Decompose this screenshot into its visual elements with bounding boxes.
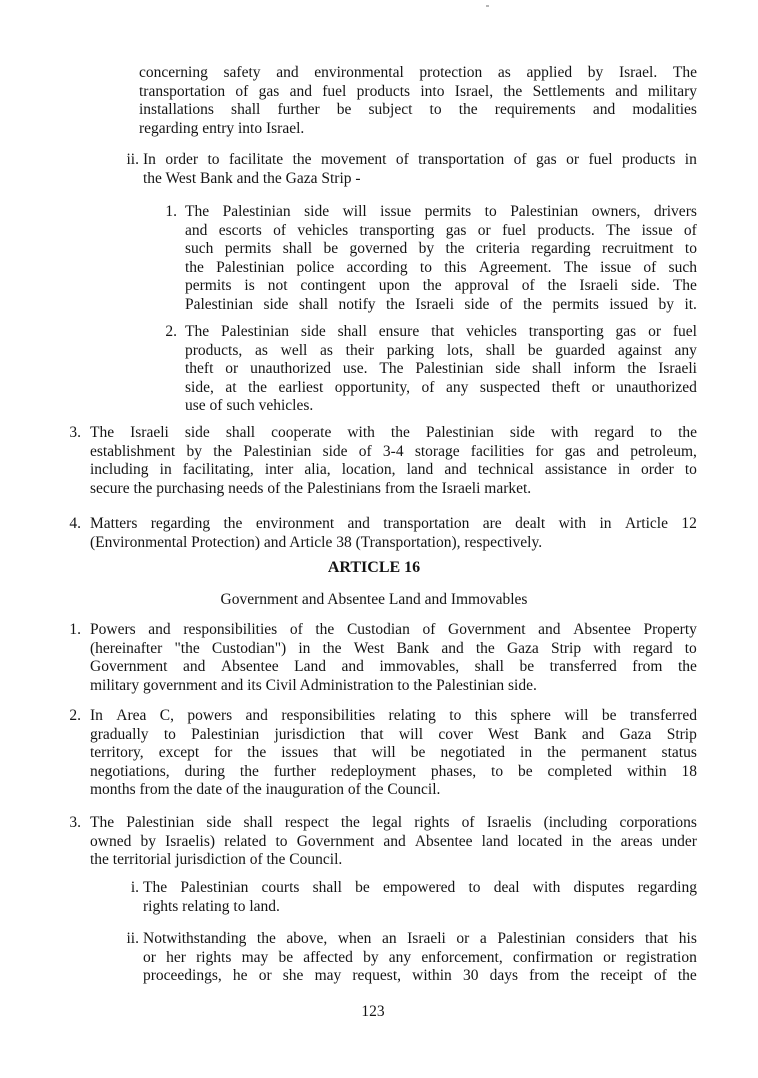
text-line: The Palestinian side shall ensure that vehicles transporting gas or fuel (185, 323, 697, 340)
text-line: The Palestinian side shall respect the legal rights of Israelis (including corporations (90, 814, 697, 831)
list-item-roman-ii-notwithstanding (126, 930, 697, 986)
text-line: transportation of gas and fuel products into Israel, the Settlements and military (139, 82, 697, 100)
text-line: installations shall further be subject to the requirements and modalities (139, 101, 697, 118)
text-line: secure the purchasing needs of the Palestinians from the Israeli market. (90, 479, 532, 497)
text-line: such permits shall be governed by the criteria regarding recruitment to (185, 240, 697, 257)
list-marker: ii. (126, 151, 139, 168)
text-line: use of such vehicles. (185, 397, 314, 414)
text-line: The Palestinian side will issue permits to Palestinian owners, drivers (185, 203, 697, 220)
text-line: the West Bank and the Gaza Strip - (143, 169, 361, 187)
text-line: and escorts of vehicles transporting gas or fuel products. The issue of (185, 221, 697, 239)
list-item-3-storage-facilities (69, 424, 697, 498)
article-subheading: Government and Absentee Land and Immovables (220, 591, 528, 608)
text-line: Matters regarding the environment and transportation are dealt with in Article 12 (90, 515, 697, 532)
list-item-2-guarded-vehicles (165, 323, 697, 416)
text-line: side, at the earliest opportunity, of any suspected theft or unauthorized (185, 378, 697, 396)
text-line: The Palestinian courts shall be empowered to deal with disputes regarding (143, 879, 697, 896)
text-line: Powers and responsibilities of the Custodian of Government and Absentee Property (90, 621, 697, 638)
text-line: owned by Israelis) related to Government and Absentee land located in the areas under (90, 832, 697, 850)
list-item-roman-i-courts (130, 879, 697, 916)
text-line: (Environmental Protection) and Article 38 (Transportation), respectively. (90, 533, 543, 551)
text-line: Notwithstanding the above, when an Israeli or a Palestinian considers that his (143, 930, 697, 947)
text-line: establishment by the Palestinian side of 3-4 storage facilities for gas and petroleum, (90, 442, 697, 460)
list-item-2-area-c-transfer (69, 707, 697, 800)
text-line: military government and its Civil Administration to the Palestinian side. (90, 676, 537, 694)
list-item-1-permits (165, 203, 697, 314)
list-marker: 4. (69, 515, 81, 532)
scan-speck-artifact (486, 5, 489, 7)
list-marker: 1. (165, 203, 177, 220)
list-marker: 2. (69, 707, 81, 724)
text-line: the Palestinian police according to this Agreement. The issue of such (185, 258, 697, 276)
text-line: months from the date of the inauguration of the Council. (90, 781, 441, 798)
text-line: the territorial jurisdiction of the Council. (90, 851, 343, 868)
text-line: theft or unauthorized use. The Palestinian side shall inform the Israeli (185, 360, 697, 377)
text-line: products, as well as their parking lots, shall be guarded against any (185, 341, 697, 359)
paragraph-continuation-fuel-transport (139, 64, 697, 138)
text-line: proceedings, he or she may request, within 30 days from the receipt of the (143, 967, 697, 984)
text-line: territory, except for the issues that will be negotiated in the permanent status (90, 744, 697, 761)
text-line: regarding entry into Israel. (139, 119, 305, 137)
text-line: negotiations, during the further redeployment phases, to be completed within 18 (90, 762, 697, 780)
text-line: permits is not contingent upon the approval of the Israeli side. The (185, 277, 697, 294)
list-marker: 1. (69, 621, 81, 638)
list-marker: ii. (126, 930, 139, 947)
page-number: 123 (361, 1003, 385, 1020)
text-line: Government and Absentee Land and immovables, shall be transferred from the (90, 658, 697, 675)
text-line: In Area C, powers and responsibilities relating to this sphere will be transferred (90, 707, 697, 724)
text-line: rights relating to land. (143, 897, 280, 915)
list-item-roman-ii-movement (126, 151, 697, 188)
list-marker: 3. (69, 424, 81, 441)
text-line: gradually to Palestinian jurisdiction that will cover West Bank and Gaza Strip (90, 725, 697, 743)
text-line: (hereinafter "the Custodian") in the West Bank and the Gaza Strip with regard to (90, 639, 697, 657)
list-marker: 2. (165, 323, 177, 340)
text-line: or her rights may be affected by any enforcement, confirmation or registration (143, 948, 697, 966)
text-line: In order to facilitate the movement of transportation of gas or fuel products in (143, 151, 697, 168)
list-item-1-custodian-powers (69, 621, 697, 695)
list-item-3-legal-rights (69, 814, 697, 870)
text-line: including in facilitating, inter alia, location, land and technical assistance in order to (90, 461, 697, 478)
list-item-4-environment-transportation (69, 515, 697, 552)
list-marker: 3. (69, 814, 81, 831)
text-line: concerning safety and environmental protection as applied by Israel. The (139, 64, 697, 81)
article-heading: ARTICLE 16 (327, 559, 421, 576)
text-line: Palestinian side shall notify the Israeli side of the permits issued by it. (185, 295, 697, 313)
list-marker: i. (130, 879, 139, 896)
text-line: The Israeli side shall cooperate with the Palestinian side with regard to the (90, 424, 697, 441)
